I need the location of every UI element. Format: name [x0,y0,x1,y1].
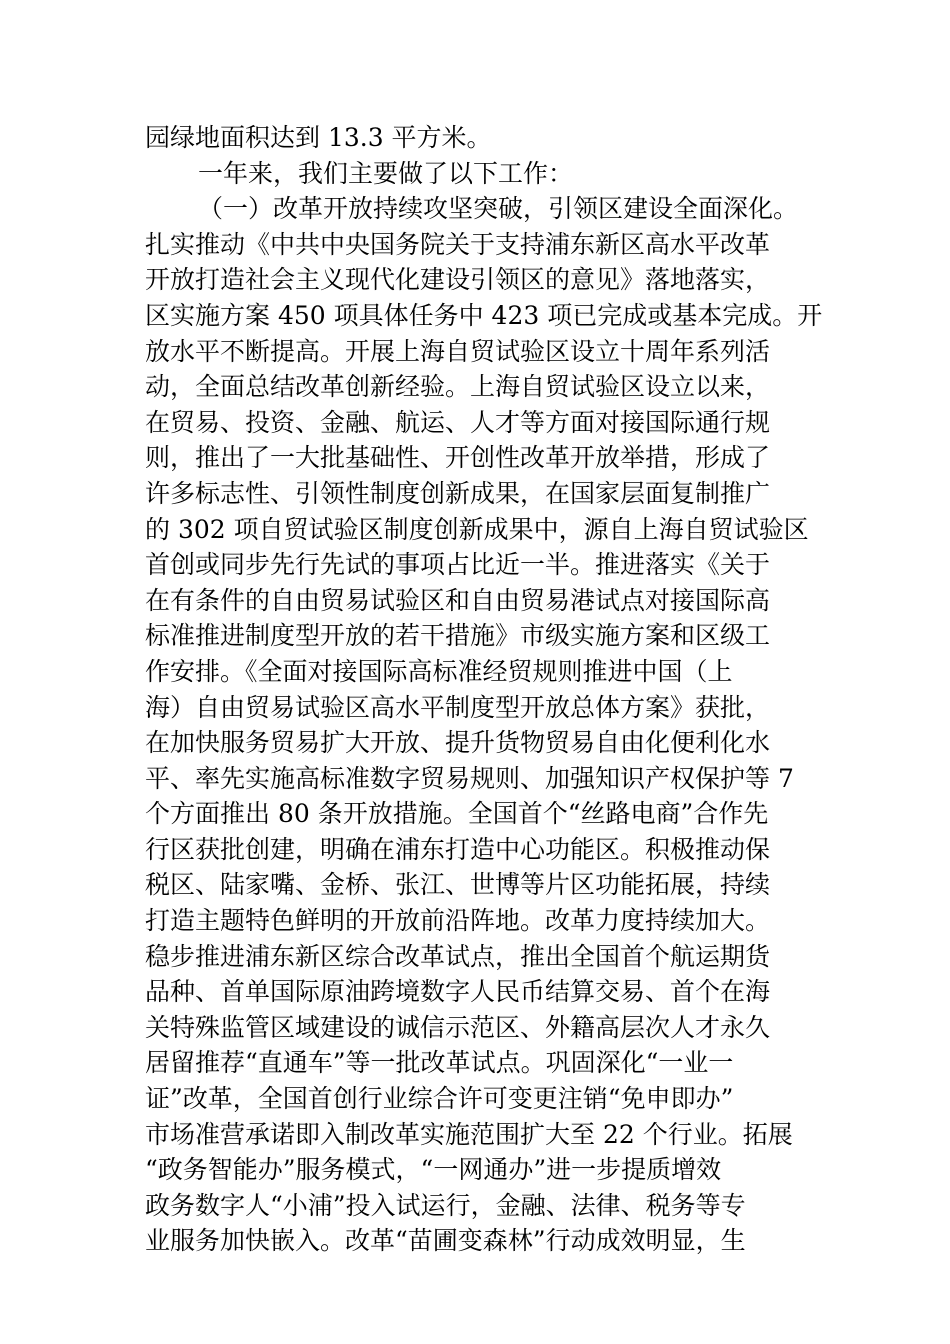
paragraph-intro-line: 一年来，我们主要做了以下工作： [198,158,574,188]
text-line: 在有条件的自由贸易试验区和自由贸易港试点对接国际高 [145,585,771,615]
text-line: 关特殊监管区域建设的诚信示范区、外籍高层次人才永久 [145,1012,771,1042]
text-line: 市场准营承诺即入制改革实施范围扩大至 22 个行业。拓展 [145,1119,793,1149]
text-line: 许多标志性、引领性制度创新成果，在国家层面复制推广 [145,478,771,508]
text-line: 在贸易、投资、金融、航运、人才等方面对接国际通行规 [145,407,771,437]
body-text [145,120,825,1259]
text-line: 打造主题特色鲜明的开放前沿阵地。改革力度持续加大。 [145,906,771,936]
text-line: 作安排。《全面对接国际高标准经贸规则推进中国（上 [145,656,733,686]
text-line: 放水平不断提高。开展上海自贸试验区设立十周年系列活 [145,336,771,366]
text-line: 税区、陆家嘴、金桥、张江、世博等片区功能拓展，持续 [145,870,771,900]
text-line: 个方面推出 80 条开放措施。全国首个“丝路电商”合作先 [145,799,769,829]
text-line: 扎实推动《中共中央国务院关于支持浦东新区高水平改革 [145,229,771,259]
text-line: 标准推进制度型开放的若干措施》市级实施方案和区级工 [145,621,771,651]
text-line: “政务智能办”服务模式，“一网通办”进一步提质增效 [145,1155,722,1185]
text-line: 平、率先实施高标准数字贸易规则、加强知识产权保护等 7 [145,763,794,793]
text-line: 区实施方案 450 项具体任务中 423 项已完成或基本完成。开 [145,300,823,330]
section-heading-line: （一）改革开放持续攻坚突破，引领区建设全面深化。 [198,194,799,224]
text-line: 海）自由贸易试验区高水平制度型开放总体方案》获批， [145,692,771,722]
text-line: 园绿地面积达到 13.3 平方米。 [145,123,492,152]
text-line: 业服务加快嵌入。改革“苗圃变森林”行动成效明显，生 [145,1226,746,1256]
text-line: 在加快服务贸易扩大开放、提升货物贸易自由化便利化水 [145,728,771,758]
text-line: 开放打造社会主义现代化建设引领区的意见》落地落实， [145,265,771,295]
text-line: 则，推出了一大批基础性、开创性改革开放举措，形成了 [145,443,771,473]
text-line: 首创或同步先行先试的事项占比近一半。推进落实《关于 [145,550,771,580]
text-line: 的 302 项自贸试验区制度创新成果中，源自上海自贸试验区 [145,514,809,544]
text-line: 品种、首单国际原油跨境数字人民币结算交易、首个在海 [145,977,771,1007]
text-line: 居留推荐“直通车”等一批改革试点。巩固深化“一业一 [145,1048,734,1078]
text-line: 证”改革，全国首创行业综合许可变更注销“免申即办” [145,1084,734,1114]
text-line: 行区获批创建，明确在浦东打造中心功能区。积极推动保 [145,834,771,864]
text-line: 政务数字人“小浦”投入试运行，金融、法律、税务等专 [145,1190,746,1220]
text-line: 动，全面总结改革创新经验。上海自贸试验区设立以来， [145,372,771,402]
text-line: 稳步推进浦东新区综合改革试点，推出全国首个航运期货 [145,941,771,971]
